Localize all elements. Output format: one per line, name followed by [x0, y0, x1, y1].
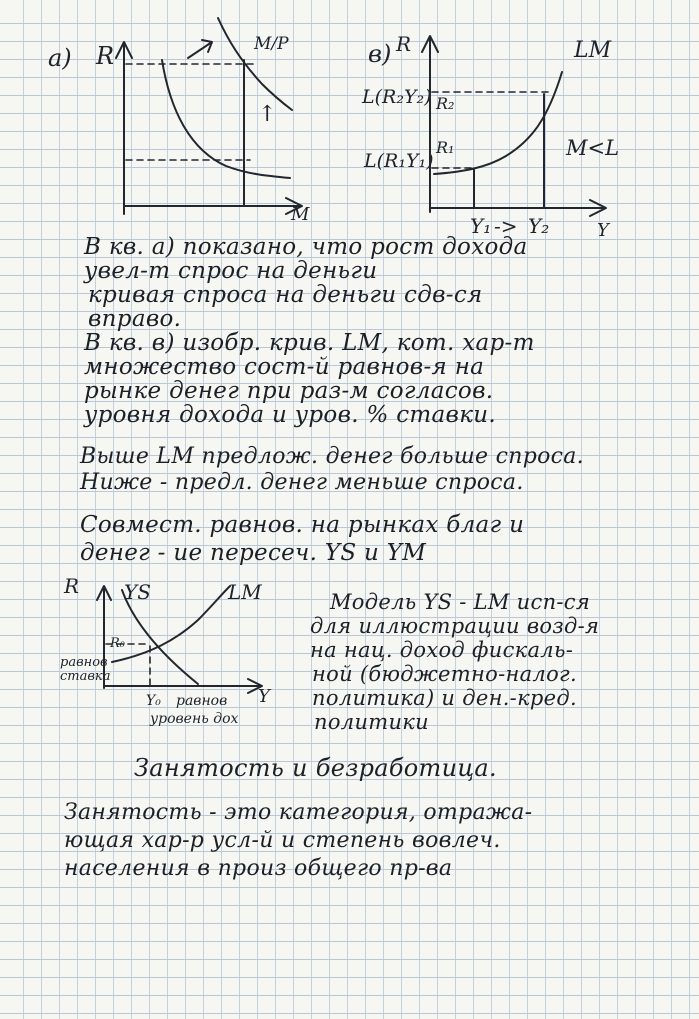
side-note-line: для иллюстрации возд-я — [310, 614, 600, 638]
graph-b-income-arrow: -> — [494, 214, 518, 238]
graph-b-income-low: Y₁ — [470, 214, 492, 238]
graph-b-x-axis — [430, 200, 606, 216]
side-note-line: на нац. доход фискаль- — [310, 638, 574, 662]
graph-a-panel-label: a) — [48, 44, 72, 72]
text-line: рынке денег при раз-м согласов. — [84, 378, 494, 404]
text-line: множество сост-й равнов-я на — [84, 354, 485, 380]
graph-b-y-axis-label: R — [396, 32, 412, 56]
graph-b-level-low: L(R₁Y₁) — [364, 150, 434, 172]
graph-b-y-axis — [422, 36, 438, 212]
graph-b-x-axis-label: Y — [597, 220, 609, 241]
graph-c-rate-note-2: ставка — [60, 669, 111, 684]
graph-c-is-curve — [122, 590, 198, 684]
graph-c-lm-label: LM — [228, 580, 262, 604]
graph-b-lm-curve — [434, 72, 562, 174]
graph-c-rate-label: R₀ — [110, 636, 125, 651]
graph-c-x-axis-label: Y — [258, 686, 270, 707]
graph-c-x-axis — [104, 679, 262, 693]
graph-c-income-note-2: уровень дох — [150, 711, 239, 727]
graph-c-lm-curve — [112, 586, 230, 662]
graph-b-rate-low: R₁ — [436, 138, 455, 157]
side-note-line: политика) и ден.-кред. — [312, 686, 577, 710]
graph-c-y-axis — [97, 586, 111, 688]
text-line: В кв. в) изобр. крив. LM, кот. хар-т — [84, 330, 535, 356]
text-line: кривая спроса на деньги сдв-ся — [88, 282, 483, 308]
graph-c-rate-note-1: равнов — [60, 655, 108, 670]
graph-b-curve-label: LM — [574, 38, 612, 63]
graph-b-level-high: L(R₂Y₂) — [362, 86, 432, 108]
side-note-line: политики — [314, 710, 429, 734]
graph-b-income-high: Y₂ — [528, 214, 550, 238]
text-line: населения в произ общего пр-ва — [64, 856, 453, 881]
graph-c-income-label: Y₀ — [146, 693, 161, 709]
text-line: ющая хар-р усл-й и степень вовлеч. — [64, 828, 501, 853]
text-line: уровня дохода и уров. % ставки. — [84, 402, 496, 428]
section-heading: Занятость и безработица. — [134, 754, 497, 782]
text-line: Совмест. равнов. на рынках благ и — [80, 512, 525, 538]
graph-a-shift-arrow: ↑ — [258, 102, 277, 127]
side-note-line: ной (бюджетно-налог. — [312, 662, 577, 686]
text-line: вправо. — [88, 306, 182, 332]
graph-a-x-axis-label: M — [291, 204, 310, 225]
text-line: Занятость - это категория, отража- — [64, 800, 533, 825]
graph-a-supply-label: M/P — [254, 34, 289, 54]
text-line: Ниже - предл. денег меньше спроса. — [80, 470, 524, 495]
text-line: В кв. а) показано, что рост дохода — [84, 234, 528, 260]
graph-b-drawing — [0, 0, 699, 260]
graph-b-rate-high: R₂ — [436, 94, 455, 113]
graph-a-y-axis-label: R — [96, 42, 115, 70]
graph-c-is-label: YS — [124, 580, 151, 604]
side-note-line: Модель YS - LM исп-ся — [330, 590, 591, 614]
text-line: денег - ие пересеч. YS и YM — [80, 540, 427, 566]
text-line: Выше LM предлож. денег больше спроса. — [80, 444, 584, 469]
graph-c-income-note-1: равнов — [176, 693, 228, 709]
graph-b-region-note: M<L — [566, 136, 620, 160]
graph-c-y-axis-label: R — [64, 574, 80, 598]
graph-b-panel-label: в) — [368, 40, 392, 68]
text-line: увел-т спрос на деньги — [84, 258, 378, 284]
